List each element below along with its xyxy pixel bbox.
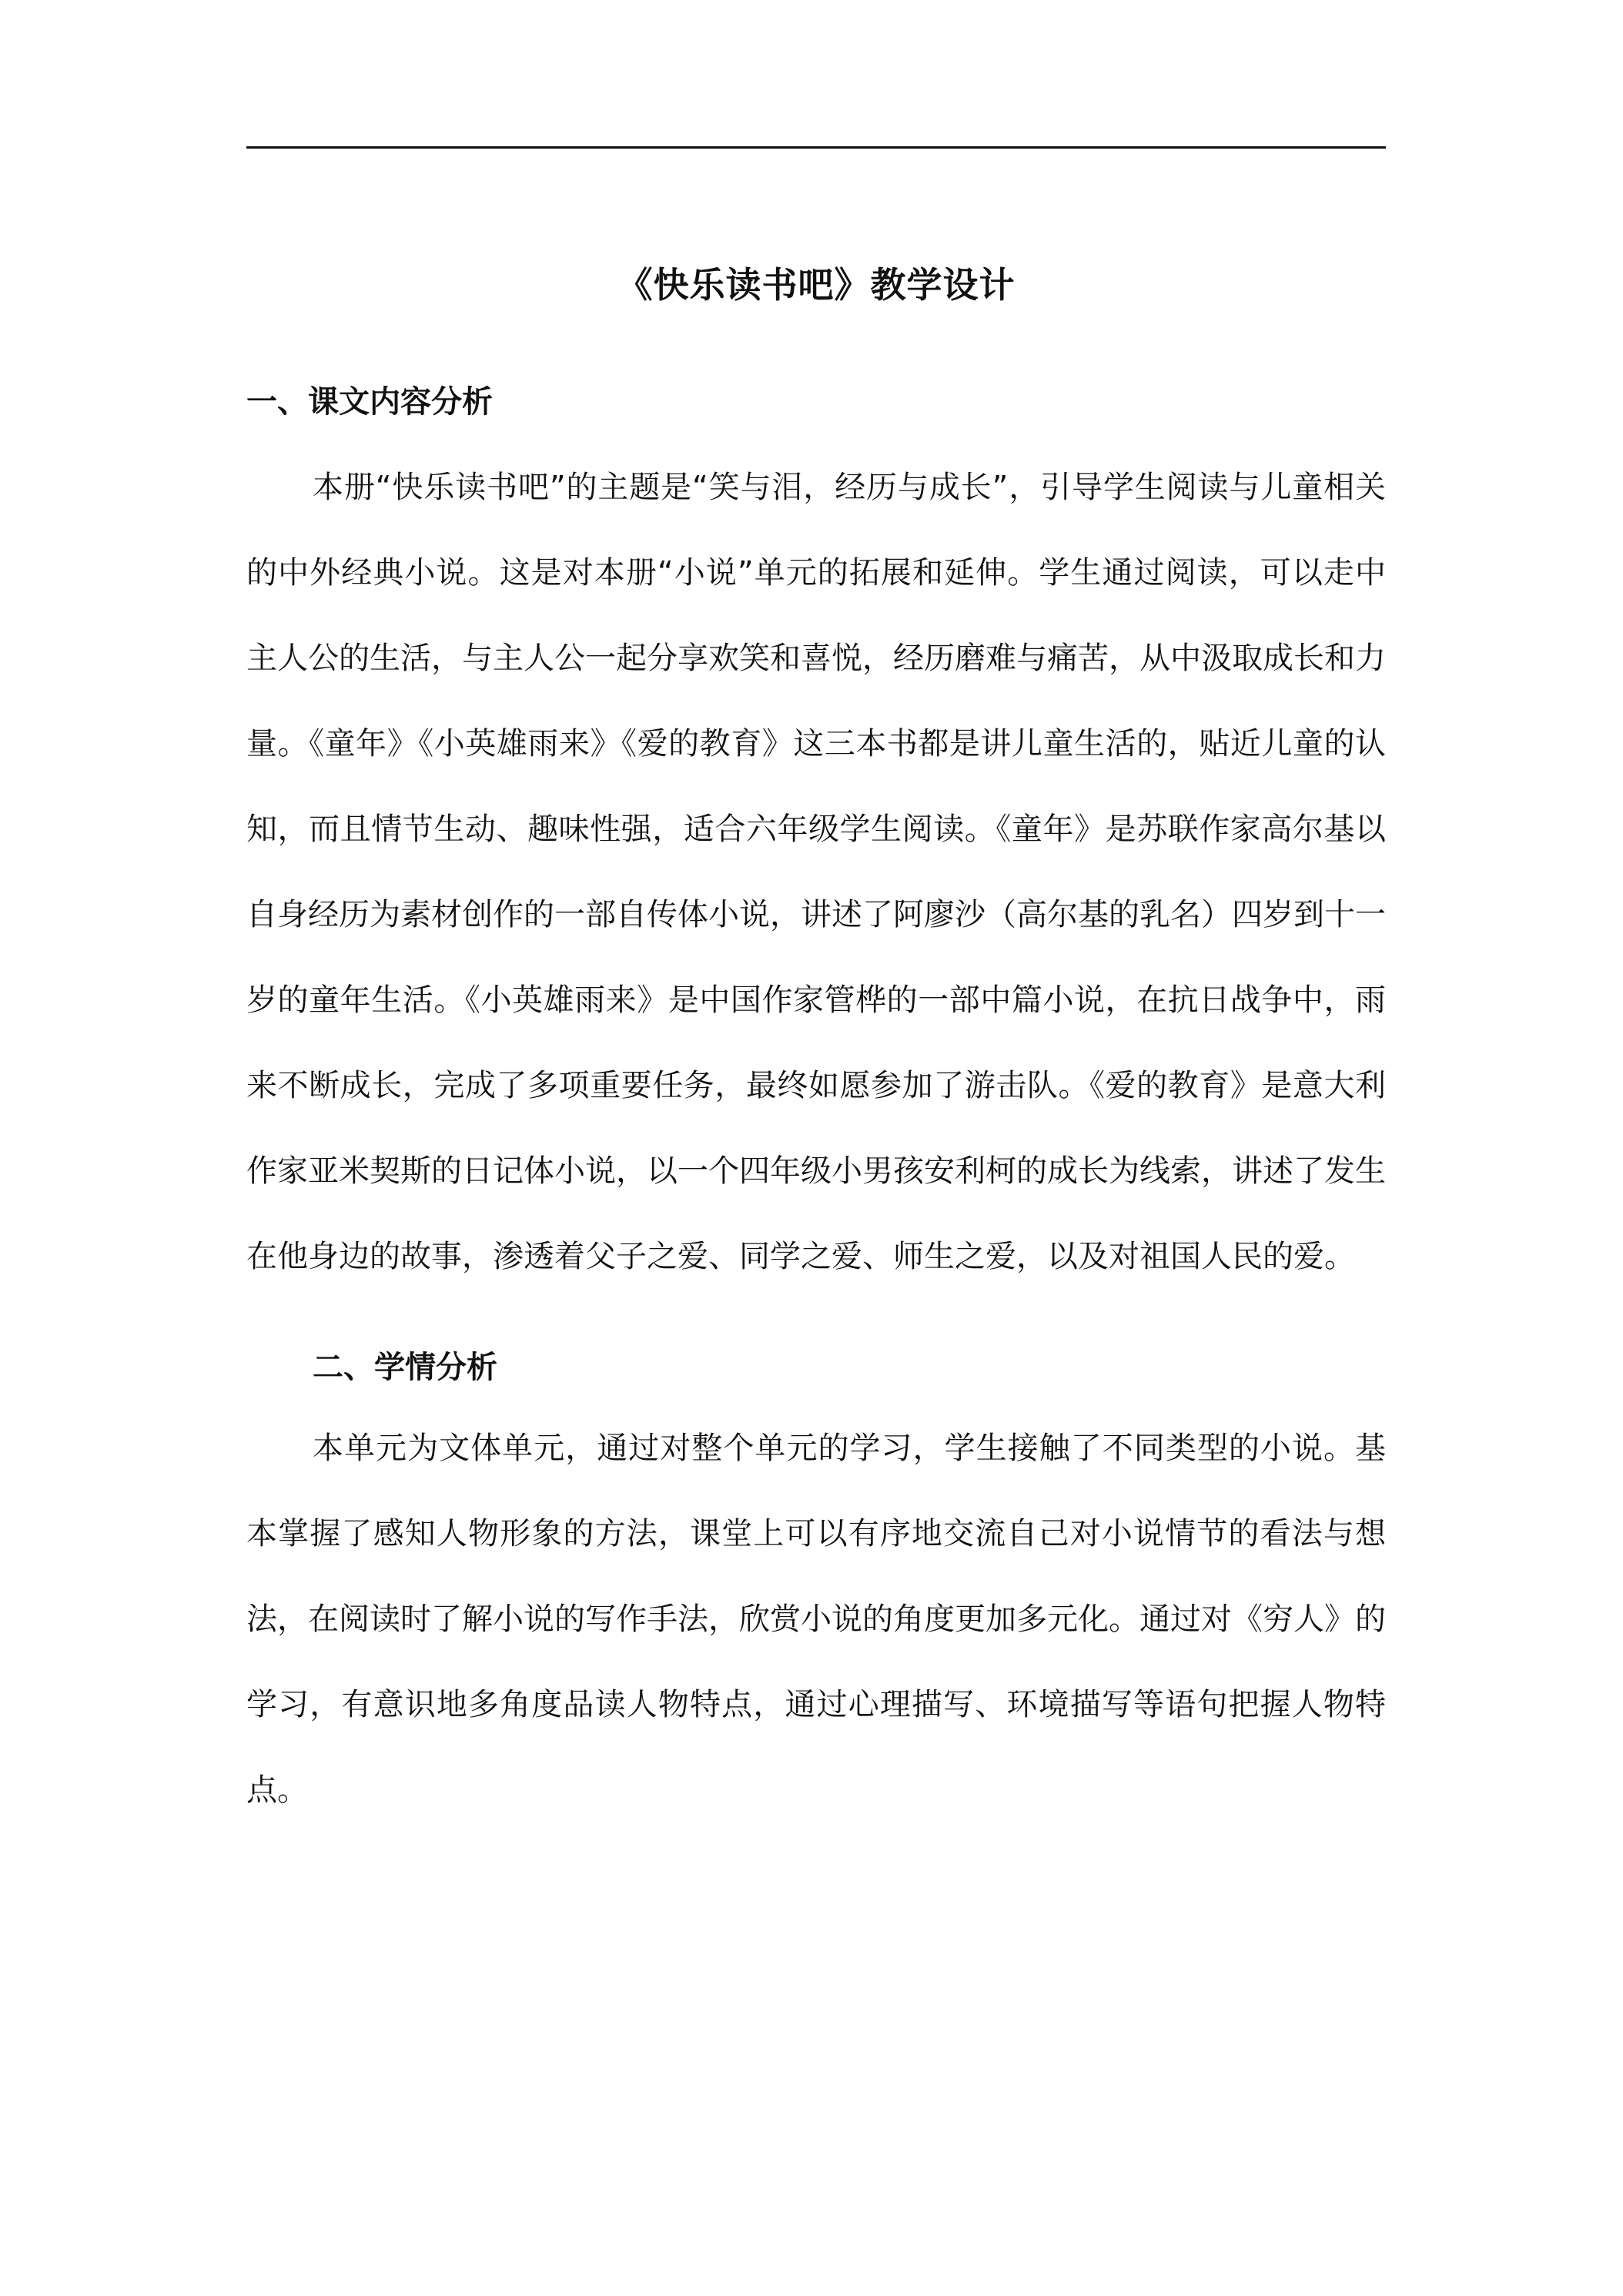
section-heading-learning-analysis: 二、学情分析	[313, 1350, 497, 1385]
paragraph-learning-analysis: 本单元为文体单元，通过对整个单元的学习，学生接触了不同类型的小说。基本掌握了感知人物形象的方法，课堂上可以有序地交流自己对小说情节的看法与想法，在阅读时了解小说的写作手法，欣赏小说的角度更加多元化。通过对《穷人》的学习，有意识地多角度品读人物特点，通过心理描写、环境描写等语句把握人物特点。	[246, 1431, 1386, 1808]
document-title: 《快乐读书吧》教学设计	[617, 264, 1016, 306]
header-rule	[246, 146, 1386, 149]
document-body	[246, 254, 1386, 1833]
section-heading-content-analysis: 一、课文内容分析	[246, 384, 493, 420]
paragraph-content-analysis: 本册“快乐读书吧”的主题是“笑与泪，经历与成长”，引导学生阅读与儿童相关的中外经典小说。这是对本册“小说”单元的拓展和延伸。学生通过阅读，可以走中主人公的生活，与主人公一起分享欢笑和喜悦，经历磨难与痛苦，从中汲取成长和力量。《童年》《小英雄雨来》《爱的教育》这三本书都是讲儿童生活的，贴近儿童的认知，而且情节生动、趣味性强，适合六年级学生阅读。《童年》是苏联作家高尔基以自身经历为素材创作的一部自传体小说，讲述了阿廖沙（高尔基的乳名）四岁到十一岁的童年生活。《小英雄雨来》是中国作家管桦的一部中篇小说，在抗日战争中，雨来不断成长，完成了多项重要任务，最终如愿参加了游击队。《爱的教育》是意大利作家亚米契斯的日记体小说，以一个四年级小男孩安利柯的成长为线索，讲述了发生在他身边的故事，渗透着父子之爱、同学之爱、师生之爱，以及对祖国人民的爱。	[246, 470, 1386, 1274]
